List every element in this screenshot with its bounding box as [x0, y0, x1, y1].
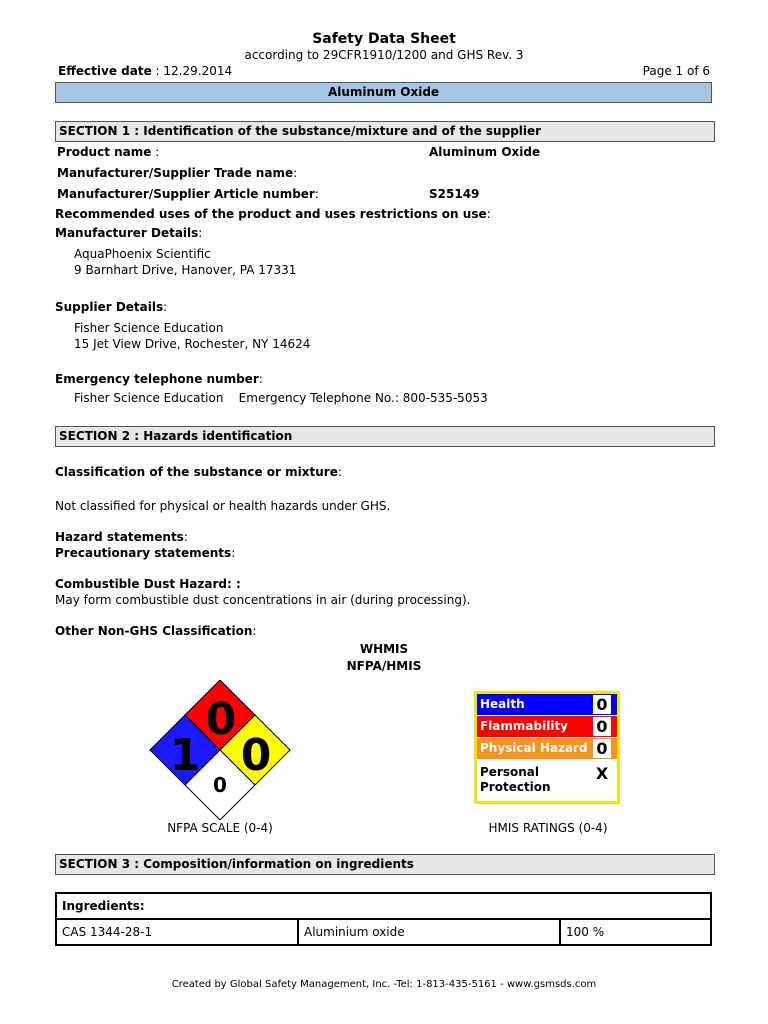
supplier-details-row — [55, 300, 167, 314]
nfpa-caption: NFPA SCALE (0-4) — [167, 821, 273, 835]
combustible-dust-value: May form combustible dust concentrations in air (during processing). — [55, 593, 471, 607]
effective-date-value: : 12.29.2014 — [151, 64, 233, 78]
hmis-health-value: 0 — [593, 695, 611, 714]
hmis-row-ppe — [477, 760, 617, 800]
precautionary-statements-label: Precautionary statements — [55, 546, 232, 560]
hmis-row-physical-hazard — [477, 738, 617, 759]
article-number-colon: : — [314, 187, 319, 201]
article-number-label: Manufacturer/Supplier Article number — [57, 187, 315, 201]
hmis-health-label: Health — [480, 697, 525, 711]
effective-date-label: Effective date — [58, 64, 152, 78]
ingredients-table — [55, 892, 712, 946]
ingredient-percent: 100 % — [560, 919, 711, 945]
nfpa-fire-rating: 0 — [205, 694, 237, 745]
product-name-label: Product name — [57, 145, 152, 159]
supplier-name: Fisher Science Education — [74, 321, 224, 335]
article-number-value: S25149 — [429, 187, 480, 201]
nfpa-reactivity-rating: 0 — [240, 730, 272, 781]
document-title: Safety Data Sheet — [312, 31, 456, 47]
hazard-statements-label: Hazard statements — [55, 530, 184, 544]
classification-colon: : — [337, 465, 342, 479]
emergency-phone-value: Fisher Science Education Emergency Telephone No.: 800-535-5053 — [74, 391, 488, 405]
combustible-dust-label: Combustible Dust Hazard: : — [55, 577, 241, 591]
classification-value: Not classified for physical or health hazards under GHS. — [55, 499, 391, 513]
ingredient-name: Aluminium oxide — [298, 919, 560, 945]
other-classification-label: Other Non-GHS Classification — [55, 624, 253, 638]
section-2-header: SECTION 2 : Hazards identification — [55, 426, 715, 447]
hmis-ppe-label-2: Protection — [480, 780, 551, 794]
recommended-uses-row — [55, 207, 491, 221]
other-classification-colon: : — [252, 624, 257, 638]
trade-name-colon: : — [293, 166, 298, 180]
hmis-physical-hazard-label: Physical Hazard — [480, 741, 588, 755]
emergency-phone-row — [55, 372, 263, 386]
ingredient-cas: CAS 1344-28-1 — [56, 919, 298, 945]
product-name-colon: : — [151, 145, 160, 159]
trade-name-label: Manufacturer/Supplier Trade name — [57, 166, 294, 180]
nfpa-diamond — [145, 680, 295, 820]
supplier-details-colon: : — [163, 300, 168, 314]
manufacturer-name: AquaPhoenix Scientific — [74, 247, 211, 261]
section-3-header: SECTION 3 : Composition/information on ingredients — [55, 854, 715, 875]
recommended-uses-label: Recommended uses of the product and uses restrictions on use — [55, 207, 487, 221]
hazard-statements-colon: : — [183, 530, 188, 544]
hmis-row-flammability — [477, 716, 617, 737]
nfpa-special-rating: 0 — [213, 773, 227, 797]
product-name-bar: Aluminum Oxide — [55, 82, 712, 103]
hmis-flammability-value: 0 — [593, 717, 611, 736]
document-subtitle: according to 29CFR1910/1200 and GHS Rev. 3 — [244, 48, 524, 62]
whmis-heading: WHMIS — [359, 642, 409, 656]
ingredients-header-row — [56, 893, 711, 919]
emergency-phone-colon: : — [258, 372, 263, 386]
article-number-row — [57, 187, 319, 201]
hmis-ppe-label-1: Personal — [480, 765, 539, 779]
hmis-physical-hazard-value: 0 — [593, 739, 611, 758]
hazard-statements-row — [55, 530, 188, 544]
emergency-phone-label: Emergency telephone number — [55, 372, 259, 386]
precautionary-statements-row — [55, 546, 235, 560]
hmis-label — [474, 691, 620, 804]
classification-label: Classification of the substance or mixture — [55, 465, 338, 479]
manufacturer-address: 9 Barnhart Drive, Hanover, PA 17331 — [74, 263, 297, 277]
other-classification-row — [55, 624, 256, 638]
manufacturer-details-colon: : — [198, 226, 203, 240]
page-number: Page 1 of 6 — [642, 64, 710, 78]
classification-row — [55, 465, 342, 479]
ingredients-label: Ingredients: — [56, 893, 711, 919]
hmis-ppe-value: X — [593, 764, 611, 783]
nfpa-hmis-heading: NFPA/HMIS — [346, 659, 422, 673]
trade-name-row — [57, 166, 297, 180]
hmis-flammability-label: Flammability — [480, 719, 569, 733]
supplier-details-label: Supplier Details — [55, 300, 164, 314]
supplier-address: 15 Jet View Drive, Rochester, NY 14624 — [74, 337, 311, 351]
nfpa-health-rating: 1 — [169, 730, 201, 781]
product-name-row — [57, 145, 159, 159]
manufacturer-details-row — [55, 226, 202, 240]
effective-date — [58, 64, 232, 78]
recommended-uses-colon: : — [486, 207, 491, 221]
page-footer: Created by Global Safety Management, Inc. -Tel: 1-813-435-5161 - www.gsmsds.com — [171, 979, 597, 990]
hmis-row-health — [477, 694, 617, 715]
product-name-value: Aluminum Oxide — [429, 145, 541, 159]
precautionary-statements-colon: : — [231, 546, 236, 560]
table-row — [56, 919, 711, 945]
manufacturer-details-label: Manufacturer Details — [55, 226, 199, 240]
section-1-header: SECTION 1 : Identification of the substance/mixture and of the supplier — [55, 121, 715, 142]
hmis-caption: HMIS RATINGS (0-4) — [488, 821, 608, 835]
